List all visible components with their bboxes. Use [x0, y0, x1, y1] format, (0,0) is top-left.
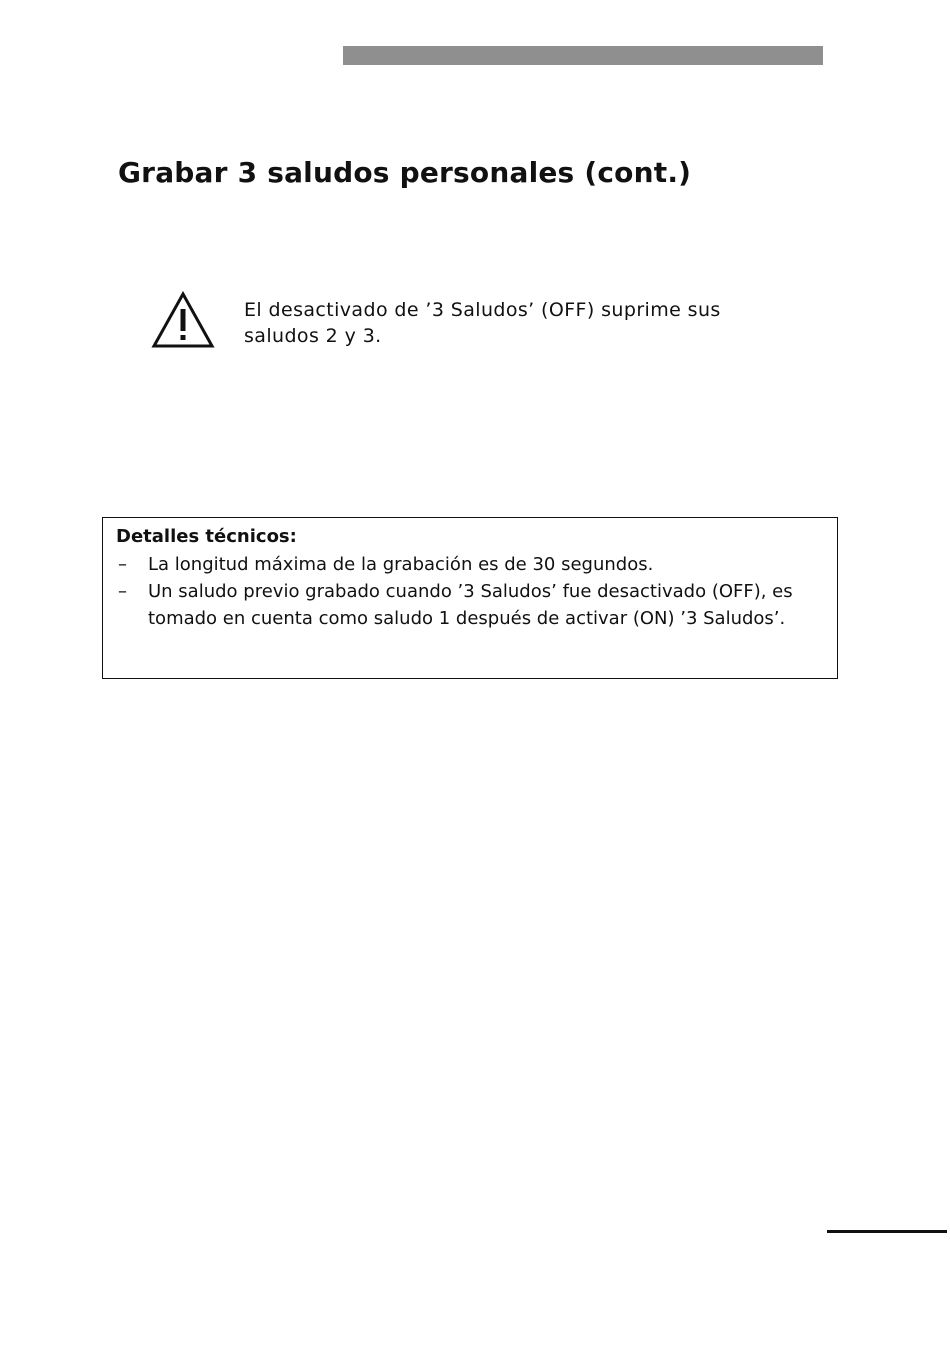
list-item-text: La longitud máxima de la grabación es de 30 segundos. — [148, 554, 654, 575]
list-item — [116, 552, 838, 579]
technical-details-box — [102, 517, 838, 679]
list-item-marker: – — [118, 581, 127, 602]
header-bar — [343, 46, 823, 65]
warning-text: El desactivado de ’3 Saludos’ (OFF) suprime sus saludos 2 y 3. — [244, 299, 721, 347]
footer-rule — [827, 1230, 947, 1233]
technical-details-heading: Detalles técnicos: — [116, 526, 297, 547]
list-item-text: Un saludo previo grabado cuando ’3 Saludos’ fue desactivado (OFF), es tomado en cuenta como saludo 1 después de activar (ON) ’3 Saludos’. — [148, 581, 793, 629]
list-item — [116, 579, 838, 632]
page-title: Grabar 3 saludos personales (cont.) — [118, 156, 692, 189]
list-item-marker: – — [118, 554, 127, 575]
warning-triangle-icon — [151, 291, 215, 349]
